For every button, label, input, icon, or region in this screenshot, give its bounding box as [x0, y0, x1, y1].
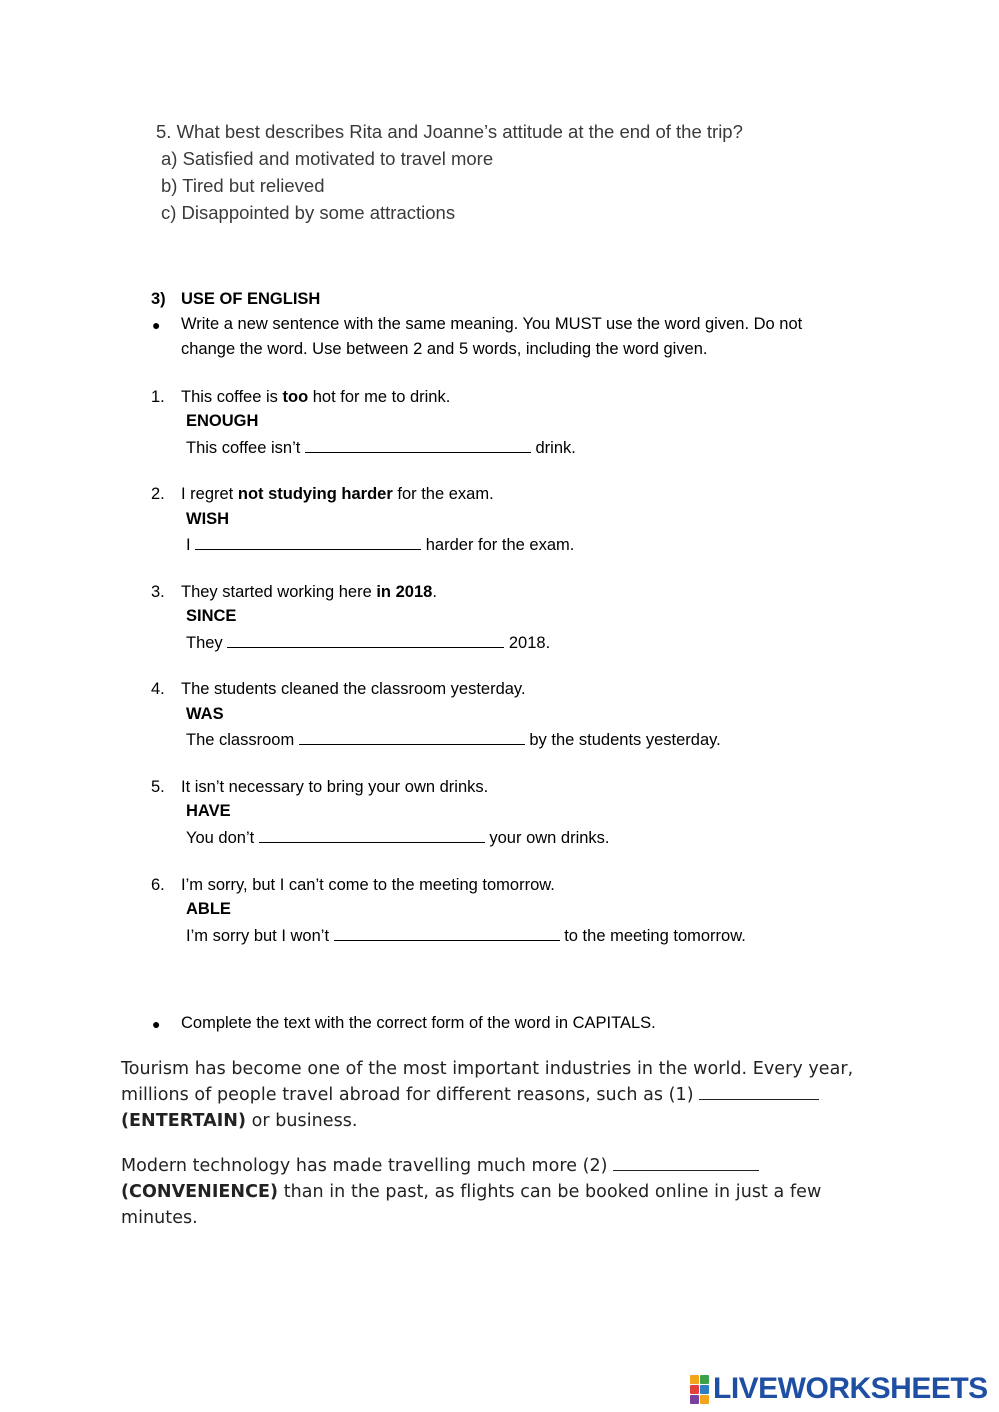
paragraph-1: Tourism has become one of the most important industries in the world. Every year, millions of people travel abroad for different reasons, such as (1) (ENTERTAIN) or business.	[121, 1059, 854, 1131]
item-number: 6.	[151, 876, 165, 894]
answer-blank-2[interactable]	[195, 534, 421, 550]
answer-line: This coffee isn’t drink.	[186, 439, 576, 457]
keyword: HAVE	[186, 802, 231, 820]
gap-1-blank[interactable]	[699, 1085, 819, 1100]
keyword: SINCE	[186, 607, 237, 625]
keyword: ABLE	[186, 900, 231, 918]
answer-blank-6[interactable]	[334, 925, 560, 941]
item-number: 3.	[151, 583, 165, 601]
item-sentence: I regret not studying harder for the exam.	[181, 485, 494, 503]
item-sentence: The students cleaned the classroom yesterday.	[181, 680, 526, 698]
bullet-icon: ●	[152, 1016, 161, 1032]
instruction-line-1: Write a new sentence with the same meaning. You MUST use the word given. Do not	[181, 315, 803, 333]
item-sentence: It isn’t necessary to bring your own drinks.	[181, 778, 489, 796]
section-title: USE OF ENGLISH	[181, 290, 321, 308]
keyword: WISH	[186, 510, 230, 528]
answer-line: I’m sorry but I won’t to the meeting tomorrow.	[186, 927, 746, 945]
item-sentence: This coffee is too hot for me to drink.	[181, 388, 451, 406]
answer-line: I harder for the exam.	[186, 536, 575, 554]
bullet-icon: ●	[152, 317, 161, 333]
instruction-line-2: change the word. Use between 2 and 5 words, including the word given.	[181, 340, 708, 358]
liveworksheets-logo	[690, 1372, 988, 1406]
item-number: 5.	[151, 778, 165, 796]
item-number: 1.	[151, 388, 165, 406]
item-sentence: They started working here in 2018.	[181, 583, 437, 601]
answer-blank-5[interactable]	[259, 827, 485, 843]
item-number: 4.	[151, 680, 165, 698]
section-number: 3)	[151, 290, 166, 308]
answer-line: The classroom by the students yesterday.	[186, 731, 721, 749]
logo-text: LIVEWORKSHEETS	[713, 1372, 988, 1405]
option-b[interactable]: b) Tired but relieved	[161, 175, 325, 196]
answer-blank-1[interactable]	[305, 437, 531, 453]
item-sentence: I’m sorry, but I can’t come to the meeting tomorrow.	[181, 876, 555, 894]
gap-2-blank[interactable]	[613, 1156, 759, 1171]
reading-question-5: 5. What best describes Rita and Joanne’s attitude at the end of the trip?	[156, 121, 743, 142]
paragraph-2: Modern technology has made travelling much more (2) (CONVENIENCE) than in the past, as flights can be booked online in just a few minutes.	[121, 1156, 822, 1228]
item-number: 2.	[151, 485, 165, 503]
word-formation-instruction: Complete the text with the correct form of the word in CAPITALS.	[181, 1014, 656, 1032]
option-c[interactable]: c) Disappointed by some attractions	[161, 202, 456, 223]
keyword: ENOUGH	[186, 412, 259, 430]
option-a[interactable]: a) Satisfied and motivated to travel more	[161, 148, 494, 169]
keyword: WAS	[186, 705, 224, 723]
answer-blank-3[interactable]	[227, 632, 504, 648]
answer-line: You don’t your own drinks.	[186, 829, 610, 847]
answer-blank-4[interactable]	[299, 729, 525, 745]
answer-line: They 2018.	[186, 634, 551, 652]
logo-cubes-icon	[690, 1375, 709, 1404]
